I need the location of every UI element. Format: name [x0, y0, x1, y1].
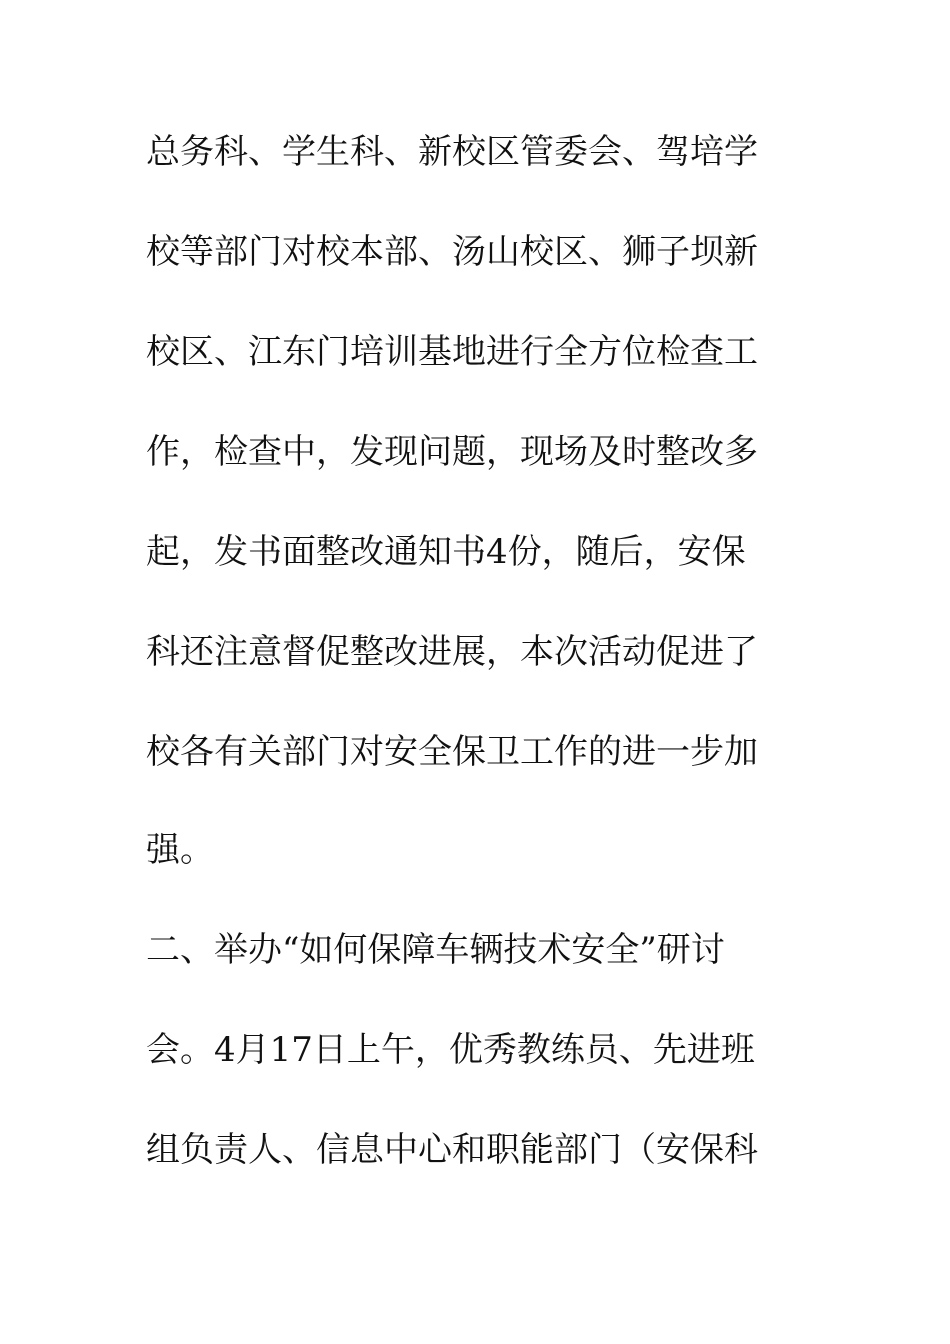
- text-line: 强。: [146, 830, 214, 870]
- text-line: 组负责人、信息中心和职能部门（安保科: [146, 1130, 758, 1170]
- text-line: 校各有关部门对安全保卫工作的进一步加: [146, 732, 758, 772]
- text-line: 总务科、学生科、新校区管委会、驾培学: [146, 132, 758, 172]
- section-heading-line: 二、举办“如何保障车辆技术安全”研讨: [146, 930, 725, 970]
- text-line: 起，发书面整改通知书4份，随后，安保: [146, 532, 746, 572]
- text-line: 科还注意督促整改进展，本次活动促进了: [146, 632, 758, 672]
- text-line: 校等部门对校本部、汤山校区、狮子坝新: [146, 232, 758, 272]
- text-line: 会。4月17日上午，优秀教练员、先进班: [146, 1030, 755, 1070]
- text-line: 校区、江东门培训基地进行全方位检查工: [146, 332, 758, 372]
- text-line: 作，检查中，发现问题，现场及时整改多: [146, 432, 758, 472]
